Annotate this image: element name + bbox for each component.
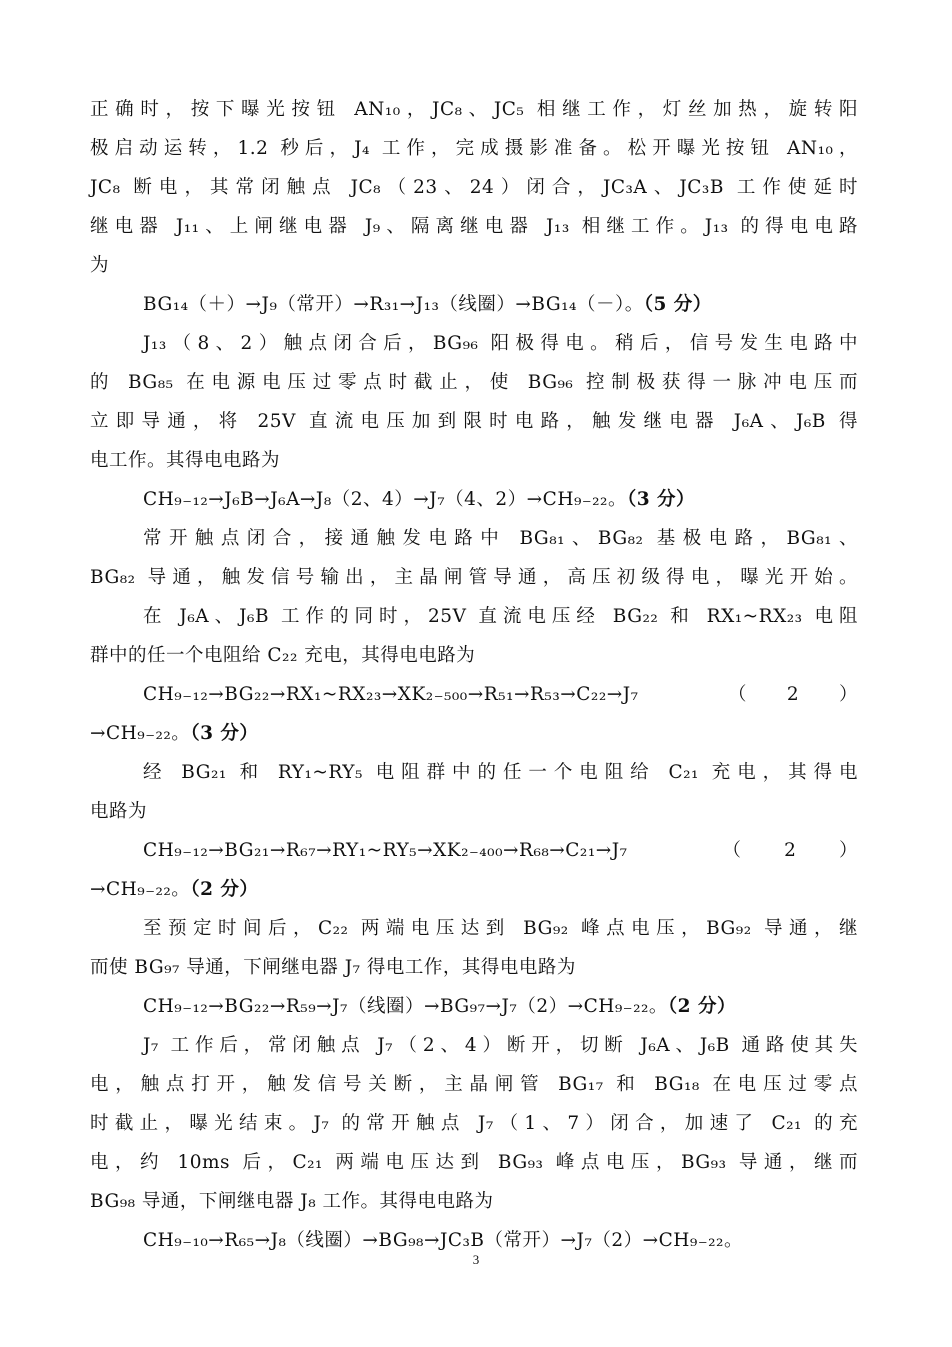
- circuit-formula-continued: [90, 721, 858, 747]
- circuit-formula: [143, 994, 858, 1020]
- formula-text: →CH₉₋₂₂。: [90, 723, 191, 744]
- score-label: （3 分）: [626, 489, 696, 510]
- formula-text: CH₉₋₁₂→BG₂₂→R₅₉→J₇（线圈）→BG₉₇→J₇（2）→CH₉₋₂₂。: [143, 996, 668, 1017]
- text-line: 在 J₆A、J₆B 工作的同时，25V 直流电压经 BG₂₂ 和 RX₁~RX₂₃ 电阻: [143, 606, 858, 627]
- text-line: 电，触点打开，触发信号关断，主晶闸管 BG₁₇ 和 BG₁₈ 在电压过零点: [90, 1074, 858, 1095]
- text-line: 电路为: [90, 801, 148, 822]
- score-label: （2 分）: [667, 996, 736, 1017]
- text-line: 的 BG₈₅ 在电源电压过零点时截止，使 BG₉₆ 控制极获得一脉冲电压而: [90, 372, 858, 393]
- text-line: 继电器 J₁₁、上闸继电器 J₉、隔离继电器 J₁₃ 相继工作。J₁₃ 的得电电路: [90, 216, 858, 237]
- page-number: 3: [472, 1252, 480, 1267]
- text-line: 至预定时间后，C₂₂ 两端电压达到 BG₉₂ 峰点电压，BG₉₂ 导通，继: [143, 918, 858, 939]
- text-line: 立即导通，将 25V 直流电压加到限时电路，触发继电器 J₆A、J₆B 得: [90, 411, 858, 432]
- text-line: 电，约 10ms 后，C₂₁ 两端电压达到 BG₉₃ 峰点电压，BG₉₃ 导通，继而: [90, 1152, 858, 1173]
- text-line: BG₈₂ 导通，触发信号输出，主晶闸管导通，高压初级得电，曝光开始。: [90, 567, 858, 588]
- formula-text: CH₉₋₁₂→J₆B→J₆A→J₈（2、4）→J₇（4、2）→CH₉₋₂₂。: [143, 489, 627, 510]
- text-line: 极启动运转，1.2 秒后，J₄ 工作，完成摄影准备。松开曝光按钮 AN₁₀，: [90, 138, 858, 159]
- formula-text: →CH₉₋₂₂。: [90, 879, 191, 900]
- circuit-formula: CH₉₋₁₂→BG₂₁→R₆₇→RY₁~RY₅→XK₂₋₄₀₀→R₆₈→C₂₁→J₇ （2）: [143, 840, 858, 861]
- circuit-formula-continued: [90, 877, 858, 903]
- score-label: （5 分）: [643, 294, 712, 315]
- text-line: 常开触点闭合，接通触发电路中 BG₈₁、BG₈₂ 基极电路，BG₈₁、: [143, 528, 858, 549]
- text-line: 群中的任一个电阻给 C₂₂ 充电，其得电电路为: [90, 645, 476, 666]
- circuit-formula: CH₉₋₁₂→BG₂₂→RX₁~RX₂₃→XK₂₋₅₀₀→R₅₁→R₅₃→C₂₂→J₇ （2）: [143, 684, 858, 705]
- circuit-formula: [143, 292, 858, 318]
- text-line: J₁₃（8、2）触点闭合后，BG₉₆ 阳极得电。稍后，信号发生电路中: [143, 333, 858, 354]
- text-line: 正确时，按下曝光按钮 AN₁₀，JC₈、JC₅ 相继工作，灯丝加热，旋转阳: [90, 99, 858, 120]
- text-line: J₇ 工作后，常闭触点 J₇（2、4）断开，切断 J₆A、J₆B 通路使其失: [143, 1035, 858, 1056]
- text-line: 而使 BG₉₇ 导通，下闸继电器 J₇ 得电工作，其得电电路为: [90, 957, 576, 978]
- text-line: BG₉₈ 导通，下闸继电器 J₈ 工作。其得电电路为: [90, 1191, 494, 1212]
- score-label: （2 分）: [190, 879, 259, 900]
- text-line: JC₈ 断电，其常闭触点 JC₈（23、24）闭合，JC₃A、JC₃B 工作使延时: [90, 177, 858, 198]
- text-line: 经 BG₂₁ 和 RY₁~RY₅ 电阻群中的任一个电阻给 C₂₁ 充电，其得电: [143, 762, 858, 783]
- formula-text: BG₁₄（＋）→J₉（常开）→R₃₁→J₁₃（线圈）→BG₁₄（－）。: [143, 294, 644, 315]
- text-line: 时截止，曝光结束。J₇ 的常开触点 J₇（1、7）闭合，加速了 C₂₁ 的充: [90, 1113, 858, 1134]
- circuit-formula: CH₉₋₁₀→R₆₅→J₈（线圈）→BG₉₈→JC₃B（常开）→J₇（2）→CH₉₋₂₂。: [143, 1230, 743, 1251]
- circuit-formula: [143, 487, 858, 513]
- text-line: 电工作。其得电电路为: [90, 450, 281, 471]
- text-line: 为: [90, 255, 110, 276]
- score-label: （3 分）: [190, 723, 259, 744]
